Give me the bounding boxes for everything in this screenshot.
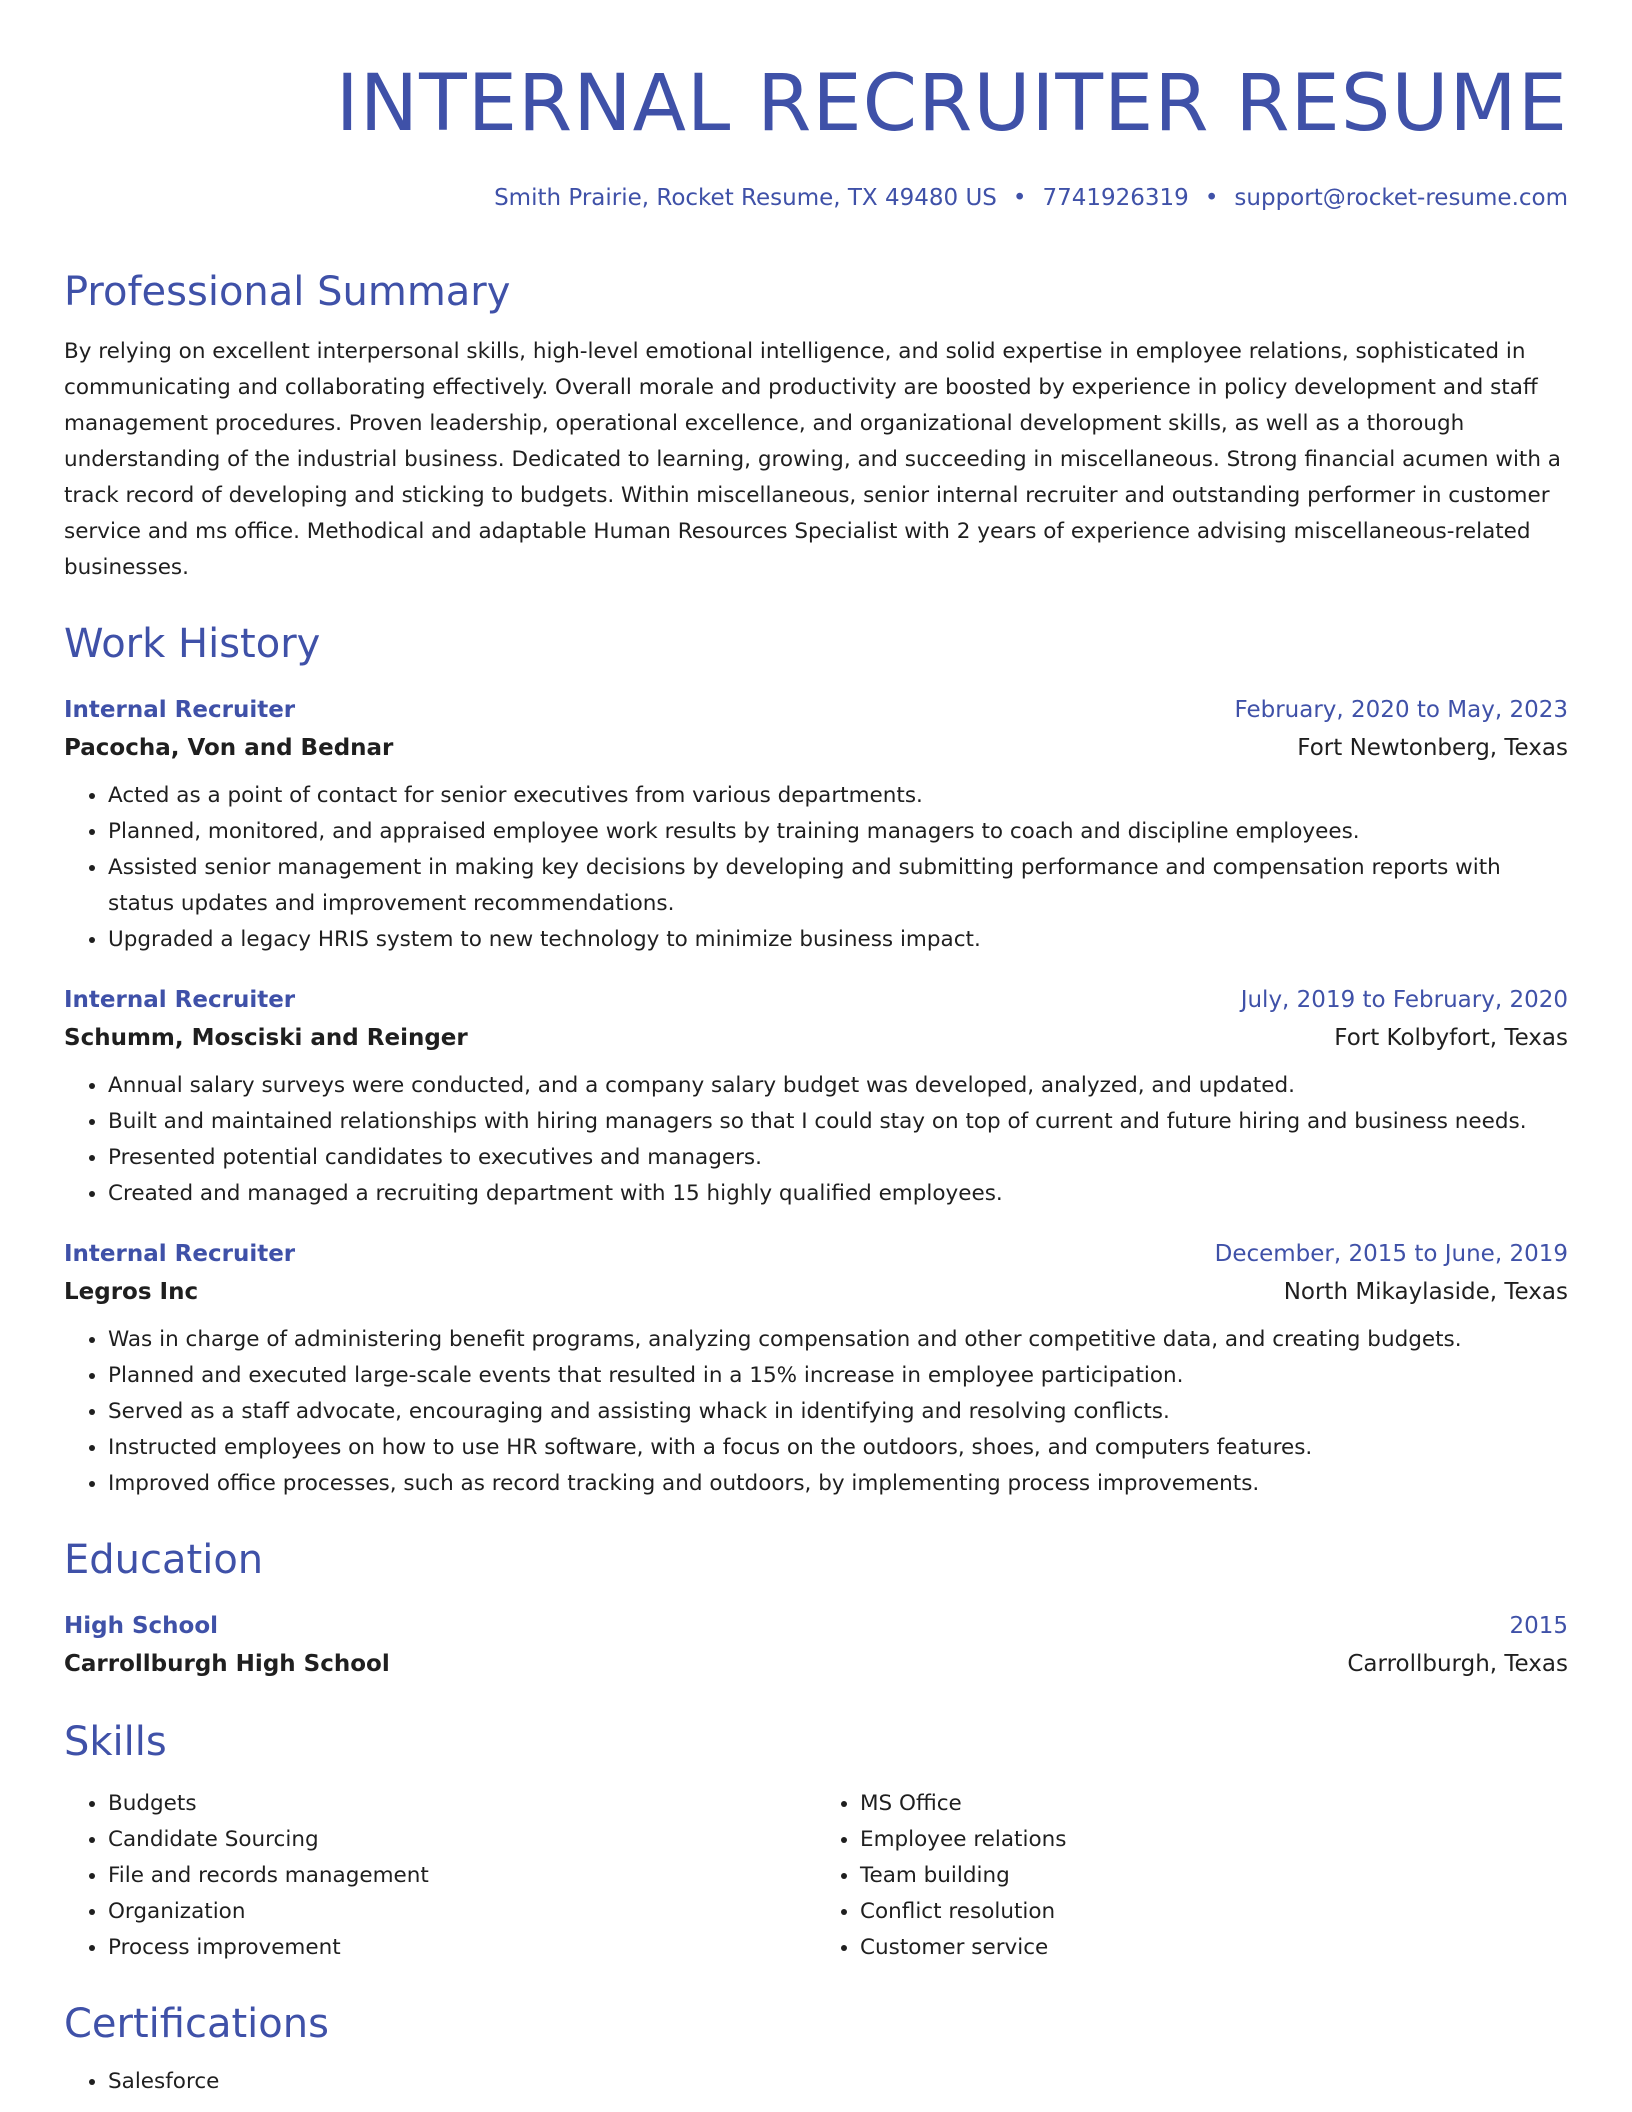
job-entry bbox=[64, 1236, 1568, 1502]
job-dates: February, 2020 to May, 2023 bbox=[1234, 697, 1568, 723]
education-year: 2015 bbox=[1509, 1613, 1568, 1639]
job-bullet: • Annual salary surveys were conducted, and a company salary budget was developed, analyzed, and updated. bbox=[108, 1068, 1568, 1104]
work-history-section bbox=[64, 616, 1568, 1502]
contact-email[interactable]: support@rocket-resume.com bbox=[1234, 185, 1568, 211]
skills-columns bbox=[64, 1786, 1568, 1966]
certification-item: • Salesforce bbox=[108, 2064, 1568, 2100]
skills-section bbox=[64, 1714, 1568, 1966]
skill-item: • Team building bbox=[860, 1858, 1568, 1894]
contact-separator: • bbox=[1204, 185, 1219, 211]
education-location: Carrollburgh, Texas bbox=[1347, 1651, 1568, 1677]
job-bullet: • Built and maintained relationships with hiring managers so that I could stay on top of current and future hiring and business needs. bbox=[108, 1104, 1568, 1140]
job-bullets bbox=[64, 1322, 1568, 1502]
skill-item: • Organization bbox=[108, 1894, 816, 1930]
certifications-section bbox=[64, 1996, 1568, 2100]
contact-separator: • bbox=[1012, 185, 1027, 211]
job-title: Internal Recruiter bbox=[64, 697, 296, 723]
job-bullet: • Acted as a point of contact for senior executives from various departments. bbox=[108, 778, 1568, 814]
contact-phone: 7741926319 bbox=[1042, 185, 1189, 211]
education-heading: Education bbox=[64, 1537, 264, 1583]
education-degree: High School bbox=[64, 1613, 219, 1639]
job-company: Schumm, Mosciski and Reinger bbox=[64, 1025, 468, 1051]
job-dates: July, 2019 to February, 2020 bbox=[1240, 987, 1568, 1013]
job-dates: December, 2015 to June, 2019 bbox=[1214, 1241, 1568, 1267]
job-bullet: • Created and managed a recruiting department with 15 highly qualified employees. bbox=[108, 1176, 1568, 1212]
job-bullet: • Planned, monitored, and appraised employee work results by training managers to coach and discipline employees. bbox=[108, 814, 1568, 850]
job-bullet: • Presented potential candidates to executives and managers. bbox=[108, 1140, 1568, 1176]
resume-title: INTERNAL RECRUITER RESUME bbox=[335, 59, 1568, 149]
skill-item: • Process improvement bbox=[108, 1930, 816, 1966]
job-location: Fort Newtonberg, Texas bbox=[1297, 735, 1568, 761]
skill-item: • MS Office bbox=[860, 1786, 1568, 1822]
contact-line bbox=[64, 182, 1568, 214]
job-title: Internal Recruiter bbox=[64, 987, 296, 1013]
job-bullets bbox=[64, 1068, 1568, 1212]
skill-item: • Candidate Sourcing bbox=[108, 1822, 816, 1858]
skills-list-left bbox=[64, 1786, 816, 1966]
education-school: Carrollburgh High School bbox=[64, 1651, 390, 1677]
job-bullet: • Improved office processes, such as record tracking and outdoors, by implementing process improvements. bbox=[108, 1466, 1568, 1502]
contact-address: Smith Prairie, Rocket Resume, TX 49480 US bbox=[494, 185, 997, 211]
job-title: Internal Recruiter bbox=[64, 1241, 296, 1267]
skill-item: • Customer service bbox=[860, 1930, 1568, 1966]
education-section bbox=[64, 1532, 1568, 1684]
job-bullet: • Assisted senior management in making key decisions by developing and submitting performance and compensation reports with status updates and improvement recommendations. bbox=[108, 850, 1568, 922]
skill-item: • File and records management bbox=[108, 1858, 816, 1894]
skill-item: • Budgets bbox=[108, 1786, 816, 1822]
job-location: Fort Kolbyfort, Texas bbox=[1334, 1025, 1568, 1051]
job-company: Legros Inc bbox=[64, 1279, 199, 1305]
skills-heading: Skills bbox=[64, 1719, 167, 1765]
summary-text: By relying on excellent interpersonal skills, high-level emotional intelligence, and solid expertise in employee relations, sophisticated in communicating and collaborating effectively. Overall morale and productivity are boosted by experience in policy development and staff management procedures. Proven leadership, operational excellence, and organizational development skills, as well as a thorough understanding of the industrial business. Dedicated to learning, growing, and succeeding in miscellaneous. Strong financial acumen with a track record of developing and sticking to budgets. Within miscellaneous, senior internal recruiter and outstanding performer in customer service and ms office. Methodical and adaptable Human Resources Specialist with 2 years of experience advising miscellaneous-related businesses. bbox=[64, 339, 1561, 580]
job-bullets bbox=[64, 778, 1568, 958]
job-bullet: • Served as a staff advocate, encouraging and assisting whack in identifying and resolving conflicts. bbox=[108, 1394, 1568, 1430]
job-bullet: • Planned and executed large-scale events that resulted in a 15% increase in employee participation. bbox=[108, 1358, 1568, 1394]
summary-heading: Professional Summary bbox=[64, 269, 511, 315]
certifications-list bbox=[64, 2064, 1568, 2100]
job-bullet: • Was in charge of administering benefit programs, analyzing compensation and other competitive data, and creating budgets. bbox=[108, 1322, 1568, 1358]
job-bullet: • Upgraded a legacy HRIS system to new technology to minimize business impact. bbox=[108, 922, 1568, 958]
job-entry bbox=[64, 692, 1568, 958]
summary-section bbox=[64, 264, 1568, 586]
job-entry bbox=[64, 982, 1568, 1212]
job-company: Pacocha, Von and Bednar bbox=[64, 735, 394, 761]
skill-item: • Conflict resolution bbox=[860, 1894, 1568, 1930]
work-history-heading: Work History bbox=[64, 621, 321, 667]
skill-item: • Employee relations bbox=[860, 1822, 1568, 1858]
skills-list-right bbox=[816, 1786, 1568, 1966]
job-bullet: • Instructed employees on how to use HR software, with a focus on the outdoors, shoes, and computers features. bbox=[108, 1430, 1568, 1466]
education-entry bbox=[64, 1608, 1568, 1684]
certifications-heading: Certifications bbox=[64, 2001, 329, 2047]
job-location: North Mikaylaside, Texas bbox=[1283, 1279, 1568, 1305]
